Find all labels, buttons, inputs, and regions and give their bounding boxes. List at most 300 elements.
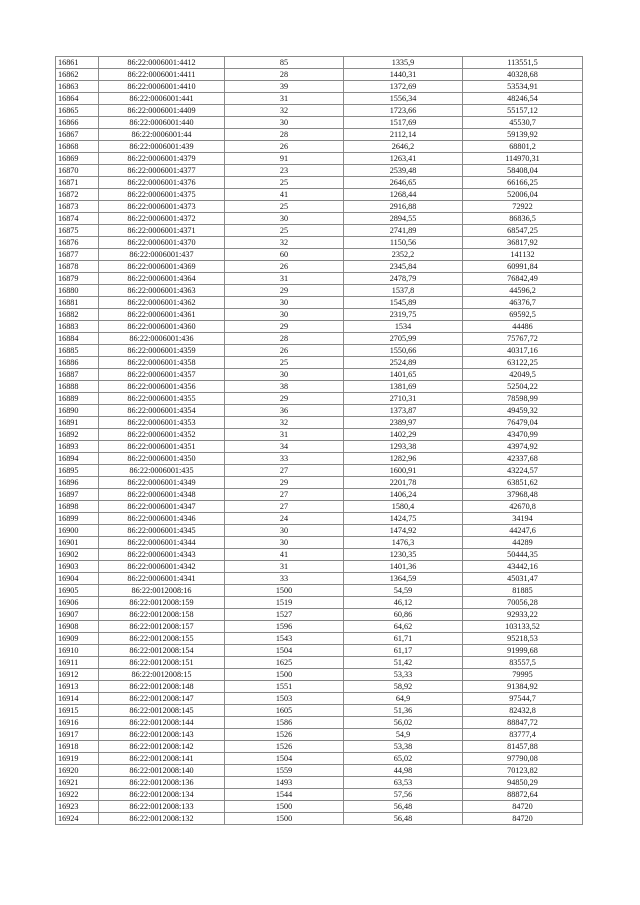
cadastral-value-cell: 69592,5 — [463, 309, 583, 321]
area-cell: 30 — [225, 213, 344, 225]
row-number-cell: 16878 — [56, 261, 99, 273]
table-row — [56, 717, 583, 729]
area-cell: 38 — [225, 381, 344, 393]
cadastral-value-cell: 88847,72 — [463, 717, 583, 729]
row-number-cell: 16914 — [56, 693, 99, 705]
specific-value-cell: 64,9 — [344, 693, 463, 705]
table-row — [56, 489, 583, 501]
cadastral-number-cell: 86:22:0006001:4349 — [99, 477, 225, 489]
cadastral-number-cell: 86:22:0006001:4369 — [99, 261, 225, 273]
row-number-cell: 16886 — [56, 357, 99, 369]
cadastral-number-cell: 86:22:0006001:4375 — [99, 189, 225, 201]
cadastral-value-cell: 79995 — [463, 669, 583, 681]
table-row — [56, 501, 583, 513]
table-row — [56, 633, 583, 645]
row-number-cell: 16897 — [56, 489, 99, 501]
cadastral-value-cell: 43974,92 — [463, 441, 583, 453]
row-number-cell: 16881 — [56, 297, 99, 309]
area-cell: 29 — [225, 285, 344, 297]
table-row — [56, 81, 583, 93]
row-number-cell: 16892 — [56, 429, 99, 441]
row-number-cell: 16867 — [56, 129, 99, 141]
cadastral-number-cell: 86:22:0006001:4371 — [99, 225, 225, 237]
table-row — [56, 405, 583, 417]
cadastral-value-cell: 91384,92 — [463, 681, 583, 693]
table-row — [56, 525, 583, 537]
table-row — [56, 177, 583, 189]
area-cell: 1544 — [225, 789, 344, 801]
specific-value-cell: 61,17 — [344, 645, 463, 657]
area-cell: 32 — [225, 417, 344, 429]
row-number-cell: 16910 — [56, 645, 99, 657]
table-row — [56, 549, 583, 561]
table-row — [56, 669, 583, 681]
cadastral-value-cell: 58408,04 — [463, 165, 583, 177]
area-cell: 32 — [225, 237, 344, 249]
cadastral-number-cell: 86:22:0006001:4356 — [99, 381, 225, 393]
cadastral-number-cell: 86:22:0012008:159 — [99, 597, 225, 609]
row-number-cell: 16882 — [56, 309, 99, 321]
cadastral-value-cell: 68547,25 — [463, 225, 583, 237]
area-cell: 1504 — [225, 753, 344, 765]
cadastral-number-cell: 86:22:0006001:4352 — [99, 429, 225, 441]
area-cell: 41 — [225, 189, 344, 201]
row-number-cell: 16907 — [56, 609, 99, 621]
row-number-cell: 16864 — [56, 93, 99, 105]
area-cell: 1605 — [225, 705, 344, 717]
cadastral-value-cell: 84720 — [463, 813, 583, 825]
specific-value-cell: 60,86 — [344, 609, 463, 621]
specific-value-cell: 2201,78 — [344, 477, 463, 489]
specific-value-cell: 2478,79 — [344, 273, 463, 285]
cadastral-value-cell: 68801,2 — [463, 141, 583, 153]
specific-value-cell: 1440,31 — [344, 69, 463, 81]
specific-value-cell: 1401,65 — [344, 369, 463, 381]
table-row — [56, 477, 583, 489]
area-cell: 29 — [225, 393, 344, 405]
area-cell: 1543 — [225, 633, 344, 645]
row-number-cell: 16872 — [56, 189, 99, 201]
cadastral-number-cell: 86:22:0012008:15 — [99, 669, 225, 681]
cadastral-number-cell: 86:22:0006001:4364 — [99, 273, 225, 285]
specific-value-cell: 1424,75 — [344, 513, 463, 525]
cadastral-number-cell: 86:22:0006001:4410 — [99, 81, 225, 93]
cadastral-value-cell: 84720 — [463, 801, 583, 813]
area-cell: 24 — [225, 513, 344, 525]
cadastral-value-cell: 52006,04 — [463, 189, 583, 201]
area-cell: 1526 — [225, 741, 344, 753]
table-row — [56, 129, 583, 141]
cadastral-value-cell: 97544,7 — [463, 693, 583, 705]
table-row — [56, 201, 583, 213]
table-row — [56, 261, 583, 273]
cadastral-value-cell: 81457,88 — [463, 741, 583, 753]
area-cell: 1625 — [225, 657, 344, 669]
cadastral-number-cell: 86:22:0006001:4342 — [99, 561, 225, 573]
specific-value-cell: 2345,84 — [344, 261, 463, 273]
cadastral-number-cell: 86:22:0006001:4409 — [99, 105, 225, 117]
row-number-cell: 16893 — [56, 441, 99, 453]
area-cell: 60 — [225, 249, 344, 261]
table-row — [56, 273, 583, 285]
row-number-cell: 16918 — [56, 741, 99, 753]
row-number-cell: 16891 — [56, 417, 99, 429]
cadastral-value-cell: 49459,32 — [463, 405, 583, 417]
cadastral-value-cell: 83777,4 — [463, 729, 583, 741]
row-number-cell: 16924 — [56, 813, 99, 825]
cadastral-number-cell: 86:22:0006001:440 — [99, 117, 225, 129]
table-row — [56, 729, 583, 741]
cadastral-number-cell: 86:22:0006001:4361 — [99, 309, 225, 321]
specific-value-cell: 53,33 — [344, 669, 463, 681]
cadastral-value-cell: 63122,25 — [463, 357, 583, 369]
row-number-cell: 16917 — [56, 729, 99, 741]
cadastral-number-cell: 86:22:0012008:140 — [99, 765, 225, 777]
specific-value-cell: 2894,55 — [344, 213, 463, 225]
table-row — [56, 597, 583, 609]
table-row — [56, 225, 583, 237]
area-cell: 25 — [225, 225, 344, 237]
table-row — [56, 93, 583, 105]
cadastral-number-cell: 86:22:0012008:16 — [99, 585, 225, 597]
area-cell: 1504 — [225, 645, 344, 657]
row-number-cell: 16904 — [56, 573, 99, 585]
cadastral-number-cell: 86:22:0006001:4348 — [99, 489, 225, 501]
cadastral-value-table — [55, 56, 583, 825]
specific-value-cell: 1534 — [344, 321, 463, 333]
specific-value-cell: 1293,38 — [344, 441, 463, 453]
table-row — [56, 801, 583, 813]
area-cell: 39 — [225, 81, 344, 93]
specific-value-cell: 2741,89 — [344, 225, 463, 237]
table-row — [56, 57, 583, 69]
table-row — [56, 681, 583, 693]
table-row — [56, 753, 583, 765]
specific-value-cell: 1381,69 — [344, 381, 463, 393]
row-number-cell: 16866 — [56, 117, 99, 129]
table-row — [56, 249, 583, 261]
cadastral-number-cell: 86:22:0012008:157 — [99, 621, 225, 633]
cadastral-value-cell: 46376,7 — [463, 297, 583, 309]
cadastral-value-cell: 37968,48 — [463, 489, 583, 501]
cadastral-number-cell: 86:22:0006001:436 — [99, 333, 225, 345]
area-cell: 1493 — [225, 777, 344, 789]
specific-value-cell: 1373,87 — [344, 405, 463, 417]
row-number-cell: 16875 — [56, 225, 99, 237]
area-cell: 1527 — [225, 609, 344, 621]
table-row — [56, 609, 583, 621]
row-number-cell: 16901 — [56, 537, 99, 549]
area-cell: 30 — [225, 525, 344, 537]
table-row — [56, 189, 583, 201]
row-number-cell: 16902 — [56, 549, 99, 561]
specific-value-cell: 1550,66 — [344, 345, 463, 357]
cadastral-number-cell: 86:22:0006001:4359 — [99, 345, 225, 357]
cadastral-value-cell: 103133,52 — [463, 621, 583, 633]
cadastral-value-cell: 141132 — [463, 249, 583, 261]
cadastral-number-cell: 86:22:0012008:143 — [99, 729, 225, 741]
specific-value-cell: 2646,65 — [344, 177, 463, 189]
cadastral-number-cell: 86:22:0006001:4363 — [99, 285, 225, 297]
row-number-cell: 16896 — [56, 477, 99, 489]
area-cell: 41 — [225, 549, 344, 561]
row-number-cell: 16869 — [56, 153, 99, 165]
cadastral-number-cell: 86:22:0006001:4372 — [99, 213, 225, 225]
cadastral-number-cell: 86:22:0006001:4345 — [99, 525, 225, 537]
cadastral-number-cell: 86:22:0012008:134 — [99, 789, 225, 801]
row-number-cell: 16903 — [56, 561, 99, 573]
cadastral-value-cell: 95218,53 — [463, 633, 583, 645]
area-cell: 26 — [225, 261, 344, 273]
table-row — [56, 105, 583, 117]
area-cell: 30 — [225, 369, 344, 381]
cadastral-number-cell: 86:22:0006001:4357 — [99, 369, 225, 381]
cadastral-value-cell: 59139,92 — [463, 129, 583, 141]
specific-value-cell: 1723,66 — [344, 105, 463, 117]
cadastral-number-cell: 86:22:0012008:147 — [99, 693, 225, 705]
row-number-cell: 16911 — [56, 657, 99, 669]
row-number-cell: 16916 — [56, 717, 99, 729]
cadastral-number-cell: 86:22:0012008:155 — [99, 633, 225, 645]
cadastral-number-cell: 86:22:0006001:4343 — [99, 549, 225, 561]
table-body — [56, 57, 583, 825]
cadastral-value-cell: 43224,57 — [463, 465, 583, 477]
area-cell: 31 — [225, 561, 344, 573]
area-cell: 25 — [225, 357, 344, 369]
specific-value-cell: 1282,96 — [344, 453, 463, 465]
table-row — [56, 285, 583, 297]
row-number-cell: 16885 — [56, 345, 99, 357]
row-number-cell: 16873 — [56, 201, 99, 213]
cadastral-value-cell: 53534,91 — [463, 81, 583, 93]
area-cell: 25 — [225, 201, 344, 213]
specific-value-cell: 2319,75 — [344, 309, 463, 321]
specific-value-cell: 1401,36 — [344, 561, 463, 573]
cadastral-value-cell: 78598,99 — [463, 393, 583, 405]
specific-value-cell: 54,59 — [344, 585, 463, 597]
specific-value-cell: 2710,31 — [344, 393, 463, 405]
row-number-cell: 16865 — [56, 105, 99, 117]
row-number-cell: 16909 — [56, 633, 99, 645]
cadastral-number-cell: 86:22:0006001:4376 — [99, 177, 225, 189]
area-cell: 31 — [225, 429, 344, 441]
cadastral-number-cell: 86:22:0006001:4412 — [99, 57, 225, 69]
row-number-cell: 16876 — [56, 237, 99, 249]
table-row — [56, 357, 583, 369]
row-number-cell: 16871 — [56, 177, 99, 189]
area-cell: 28 — [225, 69, 344, 81]
cadastral-number-cell: 86:22:0006001:435 — [99, 465, 225, 477]
cadastral-value-cell: 66166,25 — [463, 177, 583, 189]
table-row — [56, 69, 583, 81]
cadastral-value-cell: 83557,5 — [463, 657, 583, 669]
table-row — [56, 141, 583, 153]
row-number-cell: 16862 — [56, 69, 99, 81]
area-cell: 25 — [225, 177, 344, 189]
cadastral-number-cell: 86:22:0012008:148 — [99, 681, 225, 693]
table-row — [56, 333, 583, 345]
cadastral-value-cell: 44486 — [463, 321, 583, 333]
specific-value-cell: 2916,88 — [344, 201, 463, 213]
cadastral-number-cell: 86:22:0012008:144 — [99, 717, 225, 729]
cadastral-value-cell: 40328,68 — [463, 69, 583, 81]
area-cell: 28 — [225, 333, 344, 345]
table-row — [56, 537, 583, 549]
cadastral-value-cell: 75767,72 — [463, 333, 583, 345]
area-cell: 1526 — [225, 729, 344, 741]
cadastral-number-cell: 86:22:0006001:441 — [99, 93, 225, 105]
specific-value-cell: 51,36 — [344, 705, 463, 717]
table-row — [56, 441, 583, 453]
row-number-cell: 16908 — [56, 621, 99, 633]
specific-value-cell: 1335,9 — [344, 57, 463, 69]
specific-value-cell: 46,12 — [344, 597, 463, 609]
row-number-cell: 16879 — [56, 273, 99, 285]
cadastral-number-cell: 86:22:0012008:132 — [99, 813, 225, 825]
cadastral-value-cell: 92933,22 — [463, 609, 583, 621]
cadastral-value-cell: 76842,49 — [463, 273, 583, 285]
area-cell: 29 — [225, 477, 344, 489]
cadastral-number-cell: 86:22:0006001:439 — [99, 141, 225, 153]
cadastral-number-cell: 86:22:0006001:437 — [99, 249, 225, 261]
specific-value-cell: 1476,3 — [344, 537, 463, 549]
row-number-cell: 16861 — [56, 57, 99, 69]
row-number-cell: 16894 — [56, 453, 99, 465]
table-row — [56, 813, 583, 825]
row-number-cell: 16906 — [56, 597, 99, 609]
table-row — [56, 417, 583, 429]
cadastral-value-cell: 44596,2 — [463, 285, 583, 297]
area-cell: 1500 — [225, 585, 344, 597]
area-cell: 29 — [225, 321, 344, 333]
specific-value-cell: 2112,14 — [344, 129, 463, 141]
row-number-cell: 16915 — [56, 705, 99, 717]
cadastral-number-cell: 86:22:0012008:136 — [99, 777, 225, 789]
area-cell: 1586 — [225, 717, 344, 729]
specific-value-cell: 58,92 — [344, 681, 463, 693]
cadastral-value-cell: 86836,5 — [463, 213, 583, 225]
area-cell: 1503 — [225, 693, 344, 705]
specific-value-cell: 1150,56 — [344, 237, 463, 249]
cadastral-value-cell: 55157,12 — [463, 105, 583, 117]
row-number-cell: 16889 — [56, 393, 99, 405]
cadastral-value-cell: 97790,08 — [463, 753, 583, 765]
row-number-cell: 16874 — [56, 213, 99, 225]
cadastral-value-cell: 45031,47 — [463, 573, 583, 585]
specific-value-cell: 57,56 — [344, 789, 463, 801]
table-row — [56, 585, 583, 597]
row-number-cell: 16890 — [56, 405, 99, 417]
area-cell: 30 — [225, 537, 344, 549]
cadastral-number-cell: 86:22:0012008:142 — [99, 741, 225, 753]
area-cell: 33 — [225, 453, 344, 465]
cadastral-number-cell: 86:22:0006001:4360 — [99, 321, 225, 333]
table-row — [56, 309, 583, 321]
cadastral-number-cell: 86:22:0006001:4373 — [99, 201, 225, 213]
specific-value-cell: 61,71 — [344, 633, 463, 645]
table-row — [56, 321, 583, 333]
cadastral-number-cell: 86:22:0006001:4379 — [99, 153, 225, 165]
row-number-cell: 16923 — [56, 801, 99, 813]
cadastral-number-cell: 86:22:0006001:4411 — [99, 69, 225, 81]
table-row — [56, 345, 583, 357]
table-row — [56, 741, 583, 753]
table-row — [56, 237, 583, 249]
cadastral-number-cell: 86:22:0006001:4362 — [99, 297, 225, 309]
table-row — [56, 645, 583, 657]
area-cell: 1596 — [225, 621, 344, 633]
specific-value-cell: 1580,4 — [344, 501, 463, 513]
cadastral-number-cell: 86:22:0006001:4358 — [99, 357, 225, 369]
specific-value-cell: 56,02 — [344, 717, 463, 729]
cadastral-number-cell: 86:22:0006001:4341 — [99, 573, 225, 585]
cadastral-number-cell: 86:22:0006001:4346 — [99, 513, 225, 525]
specific-value-cell: 1372,69 — [344, 81, 463, 93]
area-cell: 1500 — [225, 801, 344, 813]
specific-value-cell: 1364,59 — [344, 573, 463, 585]
cadastral-number-cell: 86:22:0006001:4355 — [99, 393, 225, 405]
cadastral-value-cell: 40317,16 — [463, 345, 583, 357]
area-cell: 34 — [225, 441, 344, 453]
specific-value-cell: 1402,29 — [344, 429, 463, 441]
table-row — [56, 369, 583, 381]
table-row — [56, 117, 583, 129]
specific-value-cell: 64,62 — [344, 621, 463, 633]
cadastral-value-cell: 63851,62 — [463, 477, 583, 489]
row-number-cell: 16870 — [56, 165, 99, 177]
table-row — [56, 393, 583, 405]
row-number-cell: 16919 — [56, 753, 99, 765]
row-number-cell: 16899 — [56, 513, 99, 525]
row-number-cell: 16884 — [56, 333, 99, 345]
row-number-cell: 16887 — [56, 369, 99, 381]
cadastral-value-cell: 81885 — [463, 585, 583, 597]
area-cell: 91 — [225, 153, 344, 165]
cadastral-value-cell: 76479,04 — [463, 417, 583, 429]
row-number-cell: 16888 — [56, 381, 99, 393]
table-row — [56, 153, 583, 165]
specific-value-cell: 54,9 — [344, 729, 463, 741]
specific-value-cell: 51,42 — [344, 657, 463, 669]
cadastral-value-cell: 52504,22 — [463, 381, 583, 393]
specific-value-cell: 2524,89 — [344, 357, 463, 369]
area-cell: 31 — [225, 273, 344, 285]
area-cell: 31 — [225, 93, 344, 105]
specific-value-cell: 1406,24 — [344, 489, 463, 501]
cadastral-value-cell: 43442,16 — [463, 561, 583, 573]
cadastral-number-cell: 86:22:0012008:158 — [99, 609, 225, 621]
table-row — [56, 789, 583, 801]
cadastral-value-cell: 34194 — [463, 513, 583, 525]
cadastral-number-cell: 86:22:0012008:154 — [99, 645, 225, 657]
specific-value-cell: 56,48 — [344, 801, 463, 813]
cadastral-number-cell: 86:22:0012008:141 — [99, 753, 225, 765]
cadastral-value-cell: 44247,6 — [463, 525, 583, 537]
area-cell: 33 — [225, 573, 344, 585]
area-cell: 36 — [225, 405, 344, 417]
cadastral-value-cell: 91999,68 — [463, 645, 583, 657]
table-row — [56, 429, 583, 441]
row-number-cell: 16863 — [56, 81, 99, 93]
table-row — [56, 465, 583, 477]
area-cell: 85 — [225, 57, 344, 69]
table-row — [56, 381, 583, 393]
cadastral-value-cell: 50444,35 — [463, 549, 583, 561]
row-number-cell: 16900 — [56, 525, 99, 537]
table-row — [56, 621, 583, 633]
row-number-cell: 16922 — [56, 789, 99, 801]
cadastral-value-cell: 48246,54 — [463, 93, 583, 105]
